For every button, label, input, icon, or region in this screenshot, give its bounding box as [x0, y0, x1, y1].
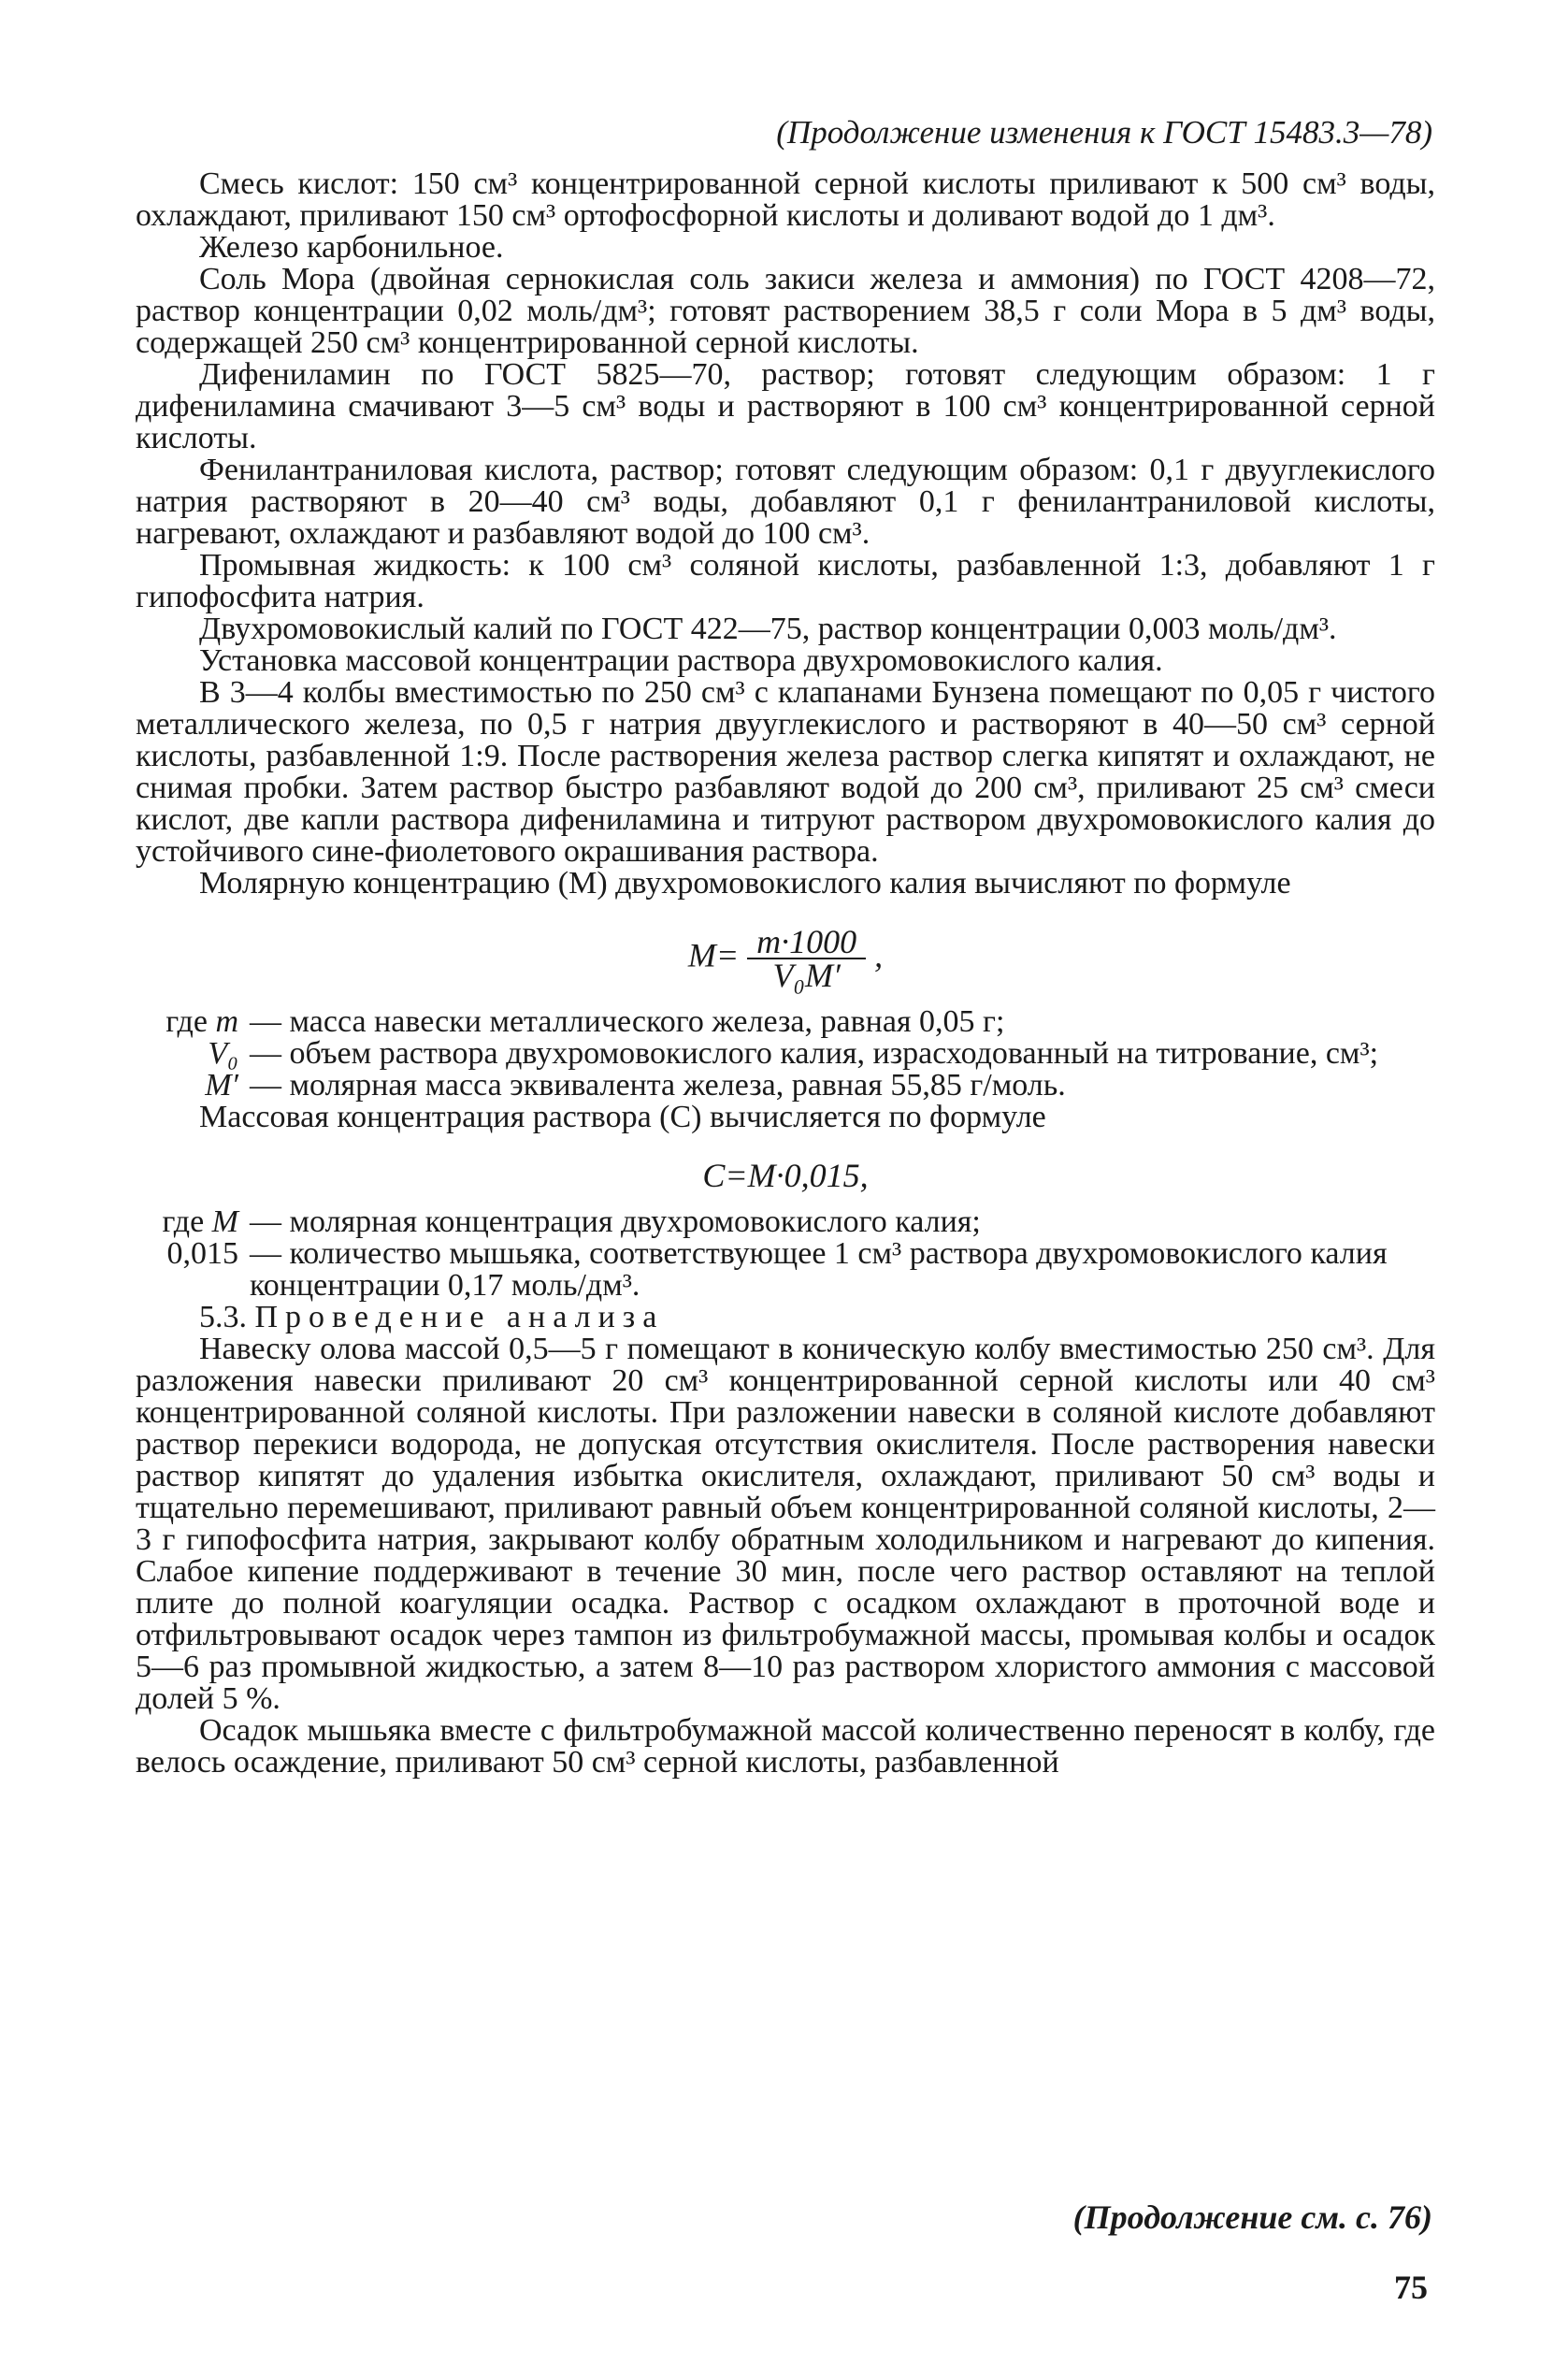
- formula-tail: ,: [874, 936, 884, 974]
- paragraph: Дифениламин по ГОСТ 5825—70, раствор; готовят следующим образом: 1 г дифениламина смачивают 3—5 см³ воды и растворяют в 100 см³ концентрированной серной кислоты.: [136, 357, 1435, 455]
- formula1-legend: [136, 1006, 1435, 1102]
- paragraph: Осадок мышьяка вместе с фильтробумажной массой количественно переносят в колбу, где велось осаждение, приливают 50 см³ серной кислоты, разбавленной: [136, 1713, 1435, 1780]
- paragraph: Фенилантраниловая кислота, раствор; готовят следующим образом: 0,1 г двууглекислого натрия растворяют в 20—40 см³ воды, добавляют 0,1 г фенилантраниловой кислоты, нагревают, охлаждают и разбавляют водой до 100 см³.: [136, 453, 1435, 551]
- paragraph: Молярную концентрацию (М) двухромовокислого калия вычисляют по формуле: [199, 866, 1291, 901]
- legend-desc: — объем раствора двухромовокислого калия, израсходованный на титрование, см³;: [250, 1036, 1379, 1071]
- mass-concentration-formula: C=M·0,015,: [702, 1157, 869, 1194]
- formula-fraction: [747, 923, 866, 994]
- legend-row: [136, 1206, 1435, 1238]
- paragraph: Смесь кислот: 150 см³ концентрированной серной кислоты приливают к 500 см³ воды, охлаждают, приливают 150 см³ ортофосфорной кислоты и доливают водой до 1 дм³.: [136, 166, 1435, 233]
- legend-symbol: [136, 1006, 250, 1038]
- legend-desc: — количество мышьяка, соответствующее 1 см³ раствора двухромовокислого калия концентрации 0,17 моль/дм³.: [250, 1236, 1388, 1303]
- section-heading: [136, 1302, 1435, 1333]
- legend-lead: где: [165, 1004, 208, 1039]
- legend-row: [136, 1070, 1435, 1102]
- section-number: 5.3.: [199, 1300, 247, 1334]
- paragraph: Двухромовокислый калий по ГОСТ 422—75, раствор концентрации 0,003 моль/дм³.: [199, 612, 1337, 646]
- formula-numerator: m·1000: [747, 926, 866, 959]
- legend-lead: где: [162, 1204, 205, 1239]
- paragraph: Установка массовой концентрации раствора двухромовокислого калия.: [199, 643, 1163, 678]
- legend-row: [136, 1038, 1435, 1070]
- legend-symbol-text: M: [211, 1204, 238, 1239]
- legend-symbol: [136, 1206, 250, 1238]
- legend-desc: — молярная концентрация двухромовокислого калия;: [250, 1204, 981, 1239]
- section-title: Проведение анализа: [254, 1300, 665, 1334]
- paragraph: Железо карбонильное.: [199, 230, 504, 265]
- paragraph: Промывная жидкость: к 100 см³ соляной кислоты, разбавленной 1:3, добавляют 1 г гипофосфита натрия.: [136, 548, 1435, 614]
- legend-symbol-text: m: [215, 1004, 238, 1039]
- body-text: [136, 168, 1435, 1779]
- formula2-legend: [136, 1206, 1435, 1302]
- paragraph: Массовая концентрация раствора (С) вычисляется по формуле: [199, 1100, 1046, 1134]
- legend-symbol: V₀: [208, 1036, 238, 1071]
- formula-lhs: M=: [687, 936, 740, 974]
- legend-desc: — молярная масса эквивалента железа, равная 55,85 г/моль.: [250, 1068, 1066, 1103]
- legend-row: [136, 1006, 1435, 1038]
- legend-symbol: M′: [205, 1068, 238, 1103]
- page-header: (Продолжение изменения к ГОСТ 15483.3—78): [776, 114, 1432, 151]
- legend-desc: — масса навески металлического железа, равная 0,05 г;: [250, 1004, 1005, 1039]
- formula-denominator: V₀M′: [772, 957, 841, 994]
- continuation-note: (Продолжение см. с. 76): [1072, 2198, 1432, 2236]
- molar-concentration-formula: [136, 923, 1435, 994]
- page-number: 75: [1394, 2269, 1428, 2306]
- paragraph: Навеску олова массой 0,5—5 г помещают в коническую колбу вместимостью 250 см³. Для разложения навески приливают 20 см³ концентрированной серной кислоты или 40 см³ концентрированной соляной кислоты. При разложении навески в соляной кислоте добавляют раствор перекиси водорода, не допуская отсутствия окислителя. После растворения навески раствор кипятят до удаления избытка окислителя, охлаждают, приливают 50 см³ воды и тщательно перемешивают, приливают равный объем концентрированной соляной кислоты, 2—3 г гипофосфита натрия, закрывают колбу обратным холодильником и нагревают до кипения. Слабое кипение поддерживают в течение 30 мин, после чего раствор оставляют на теплой плите до полной коагуляции осадка. Раствор с осадком охлаждают в проточной воде и отфильтровывают осадок через тампон из фильтробумажной массы, промывая колбы и осадок 5—6 раз промывной жидкостью, а затем 8—10 раз раствором хлористого аммония с массовой долей 5 %.: [136, 1332, 1435, 1716]
- paragraph: Соль Мора (двойная сернокислая соль закиси железа и аммония) по ГОСТ 4208—72, раствор концентрации 0,02 моль/дм³; готовят растворением 38,5 г соли Мора в 5 дм³ воды, содержащей 250 см³ концентрированной серной кислоты.: [136, 262, 1435, 360]
- legend-symbol: 0,015: [166, 1236, 238, 1271]
- paragraph: В 3—4 колбы вместимостью по 250 см³ с клапанами Бунзена помещают по 0,05 г чистого металлического железа, по 0,5 г натрия двууглекислого и растворяют в 40—50 см³ серной кислоты, разбавленной 1:9. После растворения железа раствор слегка кипятят и охлаждают, не снимая пробки. Затем раствор быстро разбавляют водой до 200 см³, приливают 25 см³ смеси кислот, две капли раствора дифениламина и титруют раствором двухромовокислого калия до устойчивого сине-фиолетового окрашивания раствора.: [136, 675, 1435, 869]
- legend-row: [136, 1238, 1435, 1302]
